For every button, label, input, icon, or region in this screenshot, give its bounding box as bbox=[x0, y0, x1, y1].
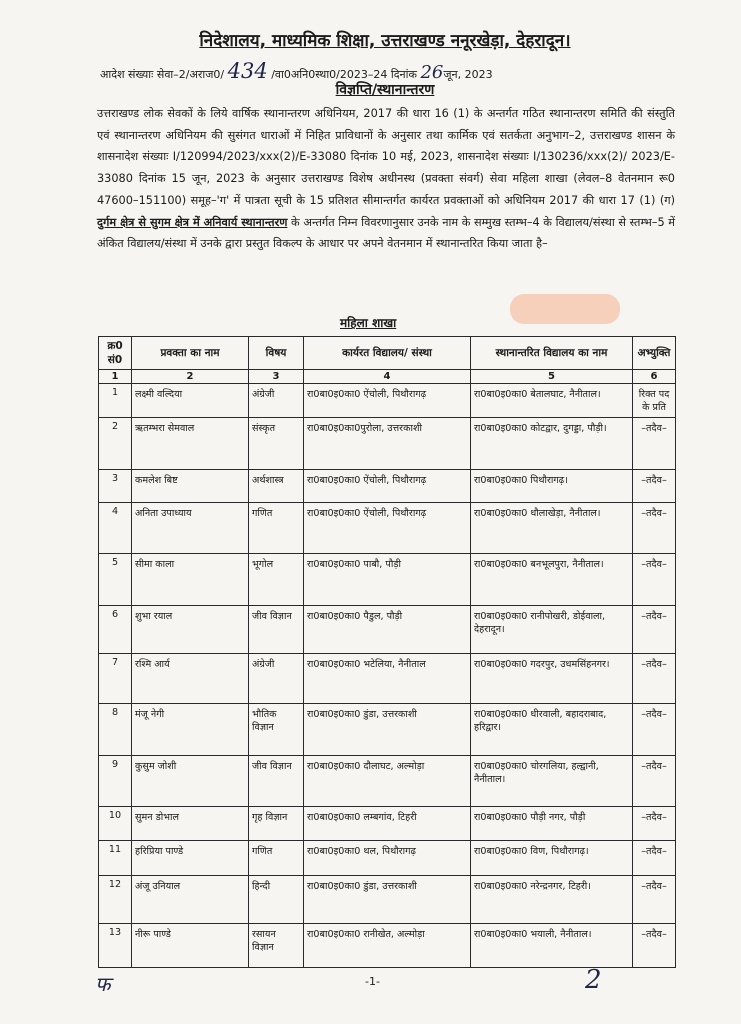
subject-cell: भौतिक विज्ञान bbox=[249, 704, 304, 756]
subject-cell: गणित bbox=[249, 841, 304, 876]
name-cell: ऋतम्भरा सेमवाल bbox=[132, 418, 249, 470]
table-row bbox=[99, 876, 676, 924]
section-title: महिला शाखा bbox=[340, 316, 397, 330]
subject-cell: गणित bbox=[249, 503, 304, 554]
name-cell: हरिप्रिया पाण्डे bbox=[132, 841, 249, 876]
transferred-school-cell: रा0बा0इ0का0 बेतालघाट, नैनीताल। bbox=[471, 384, 633, 418]
column-number: 4 bbox=[304, 370, 471, 384]
name-cell: शुभा रयाल bbox=[132, 606, 249, 654]
remark-cell: –तदैव– bbox=[633, 503, 676, 554]
remark-cell: –तदैव– bbox=[633, 554, 676, 606]
table-body bbox=[99, 384, 676, 968]
serial-cell: 3 bbox=[99, 470, 132, 503]
table-row bbox=[99, 807, 676, 841]
transferred-school-cell: रा0बा0इ0का0 पिथौरागढ़। bbox=[471, 470, 633, 503]
order-number-handwritten: 434 bbox=[227, 59, 268, 83]
transferred-school-cell: रा0बा0इ0का0 पौड़ी नगर, पौड़ी bbox=[471, 807, 633, 841]
serial-cell: 7 bbox=[99, 654, 132, 704]
subject-cell: रसायन विज्ञान bbox=[249, 924, 304, 968]
remark-cell: –तदैव– bbox=[633, 470, 676, 503]
subject-cell: जीव विज्ञान bbox=[249, 756, 304, 807]
table-row bbox=[99, 470, 676, 503]
serial-cell: 6 bbox=[99, 606, 132, 654]
header-serial: क्र0 सं0 bbox=[99, 337, 132, 370]
remark-cell: –तदैव– bbox=[633, 924, 676, 968]
serial-cell: 9 bbox=[99, 756, 132, 807]
remark-cell: रिक्त पद के प्रति bbox=[633, 384, 676, 418]
name-cell: मंजू नेगी bbox=[132, 704, 249, 756]
remark-cell: –तदैव– bbox=[633, 807, 676, 841]
current-school-cell: रा0बा0इ0का0 भटेलिया, नैनीताल bbox=[304, 654, 471, 704]
transferred-school-cell: रा0बा0इ0का0 चोरगलिया, हल्द्वानी, नैनीताल। bbox=[471, 756, 633, 807]
subject-cell: अर्थशास्त्र bbox=[249, 470, 304, 503]
subject-cell: अंग्रेजी bbox=[249, 384, 304, 418]
order-day-handwritten: 26 bbox=[420, 62, 444, 83]
name-cell: सुमन डोभाल bbox=[132, 807, 249, 841]
name-cell: अनिता उपाध्याय bbox=[132, 503, 249, 554]
transferred-school-cell: रा0बा0इ0का0 बनभूलपुरा, नैनीताल। bbox=[471, 554, 633, 606]
paragraph-main: उत्तराखण्ड लोक सेवकों के लिये वार्षिक स्थानान्तरण अधिनियम, 2017 की धारा 16 (1) के अन्तर्गत गठित स्थानान्तरण समिति की संस्तुति एवं स्थानान्तरण अधिनियम की सुसंगत धाराओं में निहित प्राविधानों के अनुसार तथा कार्मिक एवं सतर्कता अनुभाग–2, उत्तराखण्ड शासन के शासनादेश संख्याः I/120994/2023/xxx(2)/E-33080 दिनांक 10 मई, 2023, शासनादेश संख्याः I/130236/xxx(2)/ 2023/E-33080 दिनांक 15 जून, 2023 के अनुसार उत्तराखण्ड विशेष अधीनस्थ (प्रवक्ता संवर्ग) सेवा महिला शाखा (लेवल–8 वेतनमान रू0 47600–151100) समूह–'ग' में पात्रता सूची के 15 प्रतिशत सीमान्तर्गत कार्यरत प्रवक्ताओं को अधिनियम 2017 की धारा 17 (1) (ग) bbox=[97, 107, 675, 207]
order-suffix: जून, 2023 bbox=[443, 68, 493, 81]
highlighter-stain bbox=[510, 294, 620, 324]
transferred-school-cell: रा0बा0इ0का0 गदरपुर, उधमसिंहनगर। bbox=[471, 654, 633, 704]
column-number-row bbox=[99, 370, 676, 384]
column-number: 1 bbox=[99, 370, 132, 384]
table-row bbox=[99, 384, 676, 418]
body-paragraph bbox=[97, 103, 675, 255]
signature-left: फ bbox=[95, 972, 111, 996]
serial-cell: 12 bbox=[99, 876, 132, 924]
remark-cell: –तदैव– bbox=[633, 841, 676, 876]
table-row bbox=[99, 704, 676, 756]
subject-cell: हिन्दी bbox=[249, 876, 304, 924]
order-middle: /वा0अनि0स्था0/2023–24 दिनांक bbox=[271, 68, 417, 81]
name-cell: कमलेश बिष्ट bbox=[132, 470, 249, 503]
table-row bbox=[99, 841, 676, 876]
transferred-school-cell: रा0बा0इ0का0 धौलाखेड़ा, नैनीताल। bbox=[471, 503, 633, 554]
signature-right: 2 bbox=[585, 965, 602, 995]
column-number: 6 bbox=[633, 370, 676, 384]
office-title: निदेशालय, माध्यमिक शिक्षा, उत्तराखण्ड ननूरखेड़ा, देहरादून। bbox=[199, 31, 571, 51]
serial-cell: 10 bbox=[99, 807, 132, 841]
current-school-cell: रा0बा0इ0का0 ऐंचोली, पिथौरागढ़ bbox=[304, 470, 471, 503]
serial-cell: 5 bbox=[99, 554, 132, 606]
name-cell: रश्मि आर्य bbox=[132, 654, 249, 704]
transferred-school-cell: रा0बा0इ0का0 नरेन्द्रनगर, टिहरी। bbox=[471, 876, 633, 924]
subject-cell: संस्कृत bbox=[249, 418, 304, 470]
table-row bbox=[99, 418, 676, 470]
transfer-table bbox=[98, 336, 676, 968]
transferred-school-cell: रा0बा0इ0का0 विण, पिथौरागढ़। bbox=[471, 841, 633, 876]
remark-cell: –तदैव– bbox=[633, 654, 676, 704]
name-cell: सीमा काला bbox=[132, 554, 249, 606]
remark-cell: –तदैव– bbox=[633, 418, 676, 470]
serial-cell: 13 bbox=[99, 924, 132, 968]
subject-cell: जीव विज्ञान bbox=[249, 606, 304, 654]
subject-cell: भूगोल bbox=[249, 554, 304, 606]
page-number: -1- bbox=[365, 975, 380, 988]
order-prefix: आदेश संख्याः सेवा–2/अराज0/ bbox=[100, 68, 225, 81]
table-row bbox=[99, 924, 676, 968]
column-number: 2 bbox=[132, 370, 249, 384]
current-school-cell: रा0बा0इ0का0 डुंडा, उत्तरकाशी bbox=[304, 704, 471, 756]
column-number: 3 bbox=[249, 370, 304, 384]
current-school-cell: रा0बा0इ0का0 रानीखेत, अल्मोड़ा bbox=[304, 924, 471, 968]
serial-cell: 1 bbox=[99, 384, 132, 418]
header-subject: विषय bbox=[249, 337, 304, 370]
name-cell: नीरू पाण्डे bbox=[132, 924, 249, 968]
table-row bbox=[99, 654, 676, 704]
current-school-cell: रा0बा0इ0का0 थल, पिथौरागढ़ bbox=[304, 841, 471, 876]
table-row bbox=[99, 554, 676, 606]
remark-cell: –तदैव– bbox=[633, 704, 676, 756]
remark-cell: –तदैव– bbox=[633, 756, 676, 807]
current-school-cell: रा0बा0इ0का0 ऐंचोली, पिथौरागढ़ bbox=[304, 503, 471, 554]
paragraph-underlined: दुर्गम क्षेत्र से सुगम क्षेत्र में अनिवार्य स्थानान्तरण bbox=[97, 215, 288, 229]
serial-cell: 8 bbox=[99, 704, 132, 756]
current-school-cell: रा0बा0इ0का0 पैडुल, पौड़ी bbox=[304, 606, 471, 654]
header-current-school: कार्यरत विद्यालय/ संस्था bbox=[304, 337, 471, 370]
paragraph-end: के अन्तर्गत निम्न विवरणानुसार उनके नाम के सम्मुख स्तम्भ–4 के विद्यालय/संस्था से स्तम्भ–5 में अंकित विद्यालय/संस्था में उनके द्वारा प्रस्तुत विकल्प के आधार पर अपने वेतनमान में स्थानान्तरित किया जाता है– bbox=[97, 215, 676, 251]
current-school-cell: रा0बा0इ0का0 पाबौ, पौड़ी bbox=[304, 554, 471, 606]
header-name: प्रवक्ता का नाम bbox=[132, 337, 249, 370]
remark-cell: –तदैव– bbox=[633, 876, 676, 924]
name-cell: अंजू उनियाल bbox=[132, 876, 249, 924]
name-cell: लक्ष्मी वल्दिया bbox=[132, 384, 249, 418]
subject-cell: गृह विज्ञान bbox=[249, 807, 304, 841]
name-cell: कुसुम जोशी bbox=[132, 756, 249, 807]
serial-cell: 4 bbox=[99, 503, 132, 554]
table-row bbox=[99, 606, 676, 654]
table-header-row bbox=[99, 337, 676, 370]
serial-cell: 2 bbox=[99, 418, 132, 470]
current-school-cell: रा0बा0इ0का0 लम्बगांव, टिहरी bbox=[304, 807, 471, 841]
transferred-school-cell: रा0बा0इ0का0 धीरवाली, बहादराबाद, हरिद्वार। bbox=[471, 704, 633, 756]
serial-cell: 11 bbox=[99, 841, 132, 876]
transferred-school-cell: रा0बा0इ0का0 भयाली, नैनीताल। bbox=[471, 924, 633, 968]
transferred-school-cell: रा0बा0इ0का0 रानीपोखरी, डोईवाला, देहरादून। bbox=[471, 606, 633, 654]
current-school-cell: रा0बा0इ0का0 डुंडा, उत्तरकाशी bbox=[304, 876, 471, 924]
header-transferred-school: स्थानान्तरित विद्यालय का नाम bbox=[471, 337, 633, 370]
subject-cell: अंग्रेजी bbox=[249, 654, 304, 704]
current-school-cell: रा0बा0इ0का0पुरोला, उत्तरकाशी bbox=[304, 418, 471, 470]
table-row bbox=[99, 756, 676, 807]
header-remark: अभ्युक्ति bbox=[633, 337, 676, 370]
notice-heading: विज्ञप्ति/स्थानान्तरण bbox=[335, 82, 435, 98]
transferred-school-cell: रा0बा0इ0का0 कोटद्वार, दुगड्डा, पौड़ी। bbox=[471, 418, 633, 470]
current-school-cell: रा0बा0इ0का0 ऐंचोली, पिथौरागढ़ bbox=[304, 384, 471, 418]
table-row bbox=[99, 503, 676, 554]
remark-cell: –तदैव– bbox=[633, 606, 676, 654]
column-number: 5 bbox=[471, 370, 633, 384]
current-school-cell: रा0बा0इ0का0 दौलाघट, अल्मोड़ा bbox=[304, 756, 471, 807]
